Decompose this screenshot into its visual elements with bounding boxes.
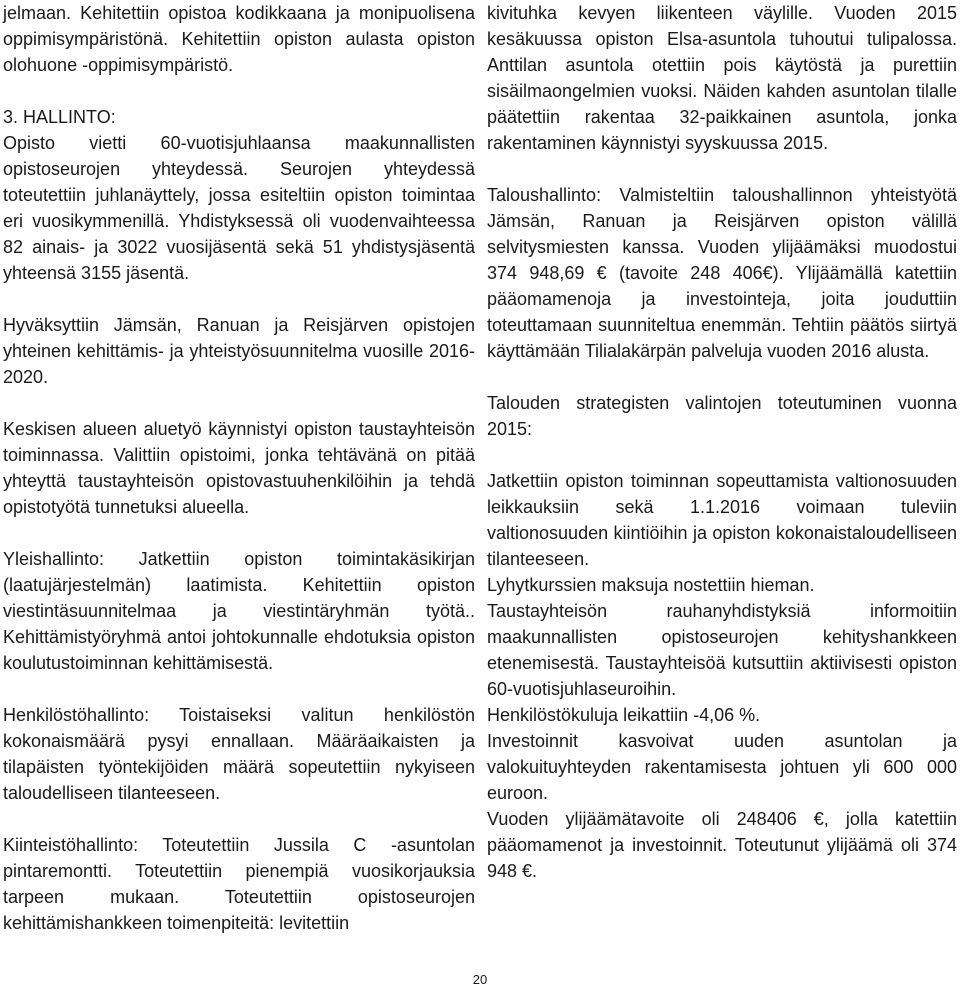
right-column [487,0,957,884]
paragraph-taloushallinto: Taloushallinto: Valmisteltiin taloushallinnon yhteistyötä Jämsän, Ranuan ja Reisjärven opiston välillä selvitysmiesten kanssa. Vuoden ylijäämäksi muodostui 374 948,69 € (tavoite 248 406€). Ylijäämällä katettiin pääomamenoja ja investointeja, joita jouduttiin toteuttamaan suunniteltua enemmän. Tehtiin päätös siirtyä käyttämään Tilialakärpän palveluja vuoden 2016 alusta. [487,185,957,361]
paragraph-kiinteistohallinto: Kiinteistöhallinto: Toteutettiin Jussila C -asuntolan pintaremontti. Toteutettiin pienempiä vuosikorjauksia tarpeen mukaan. Toteutettiin opistoseurojen kehittämishankkeen toimenpiteitä: levitettiin [3,835,475,933]
paragraph-investoinnit: Investoinnit kasvoivat uuden asuntolan ja valokuituyhteyden rakentamisesta johtuen yli 600 000 euroon. [487,731,957,803]
paragraph-strategiset-valinnat: Talouden strategisten valintojen toteutuminen vuonna 2015: [487,393,957,439]
paragraph-continuation: jelmaan. Kehitettiin opistoa kodikkaana ja monipuolisena oppimisympäristönä. Kehitettiin opiston aulasta opiston olohuone -oppimisympäristö. [3,3,475,75]
paragraph-60-vuotisjuhla: Opisto vietti 60-vuotisjuhlaansa maakunnallisten opistoseurojen yhteydessä. Seurojen yhteydessä toteutettiin juhlanäyttely, jossa esiteltiin opiston toimintaa eri vuosikymmenillä. Yhdistyksessä oli vuodenvaihteessa 82 ainais- ja 3022 vuosijäsentä sekä 51 yhdistysjäsentä yhteensä 3155 jäsentä. [3,133,475,283]
paragraph-henkilostohallinto: Henkilöstöhallinto: Toistaiseksi valitun henkilöstön kokonaismäärä pysyi ennallaan. Määräaikaisten ja tilapäisten työntekijöiden määrä sopeutettiin nykyiseen taloudelliseen tilanteeseen. [3,705,475,803]
paragraph-kehittamissuunnitelma: Hyväksyttiin Jämsän, Ranuan ja Reisjärven opistojen yhteinen kehittämis- ja yhteistyösuunnitelma vuosille 2016-2020. [3,315,475,387]
paragraph-taustayhteiso: Taustayhteisön rauhanyhdistyksiä informoitiin maakunnallisten opistoseurojen kehityshankkeen etenemisestä. Taustayhteisöä kutsuttiin aktiivisesti opiston 60-vuotisjuhlaseuroihin. [487,601,957,699]
paragraph-ylijaama: Vuoden ylijäämätavoite oli 248406 €, jolla katettiin pääomamenot ja investoinnit. Toteutunut ylijäämä oli 374 948 €. [487,809,957,881]
section-heading-hallinto: 3. HALLINTO: [3,107,116,127]
paragraph-yleishallinto: Yleishallinto: Jatkettiin opiston toimintakäsikirjan (laatujärjestelmän) laatimista. Kehitettiin opiston viestintäsuunnitelmaa ja viestintäryhmän työtä.. Kehittämistyöryhmä antoi johtokunnalle ehdotuksia opiston koulutustoiminnan kehittämisestä. [3,549,475,673]
paragraph-aluetyo: Keskisen alueen aluetyö käynnistyi opiston taustayhteisön toiminnassa. Valittiin opistoimi, jonka tehtävänä on pitää yhteyttä taustayhteisön opistovastuuhenkilöihin ja tehdä opistotyötä tunnetuksi alueella. [3,419,475,517]
paragraph-sopeuttaminen: Jatkettiin opiston toiminnan sopeuttamista valtionosuuden leikkauksiin sekä 1.1.2016 voimaan tuleviin valtionosuuden kiintiöihin ja opiston kokonaistaloudelliseen tilanteeseen. [487,471,957,569]
page-number: 20 [472,972,488,987]
paragraph-lyhytkurssit: Lyhytkurssien maksuja nostettiin hieman. [487,575,815,595]
left-column [3,0,475,962]
paragraph-asuntolat: kivituhka kevyen liikenteen väylille. Vuoden 2015 kesäkuussa opiston Elsa-asuntola tuhoutui tulipalossa. Anttilan asuntola otettiin pois käytöstä ja purettiin sisäilmaongelmien vuoksi. Näiden kahden asuntolan tilalle päätettiin rakentaa 32-paikkainen asuntola, jonka rakentaminen käynnistyi syyskuussa 2015. [487,3,957,153]
paragraph-henkilostokulut: Henkilöstökuluja leikattiin -4,06 %. [487,705,761,725]
